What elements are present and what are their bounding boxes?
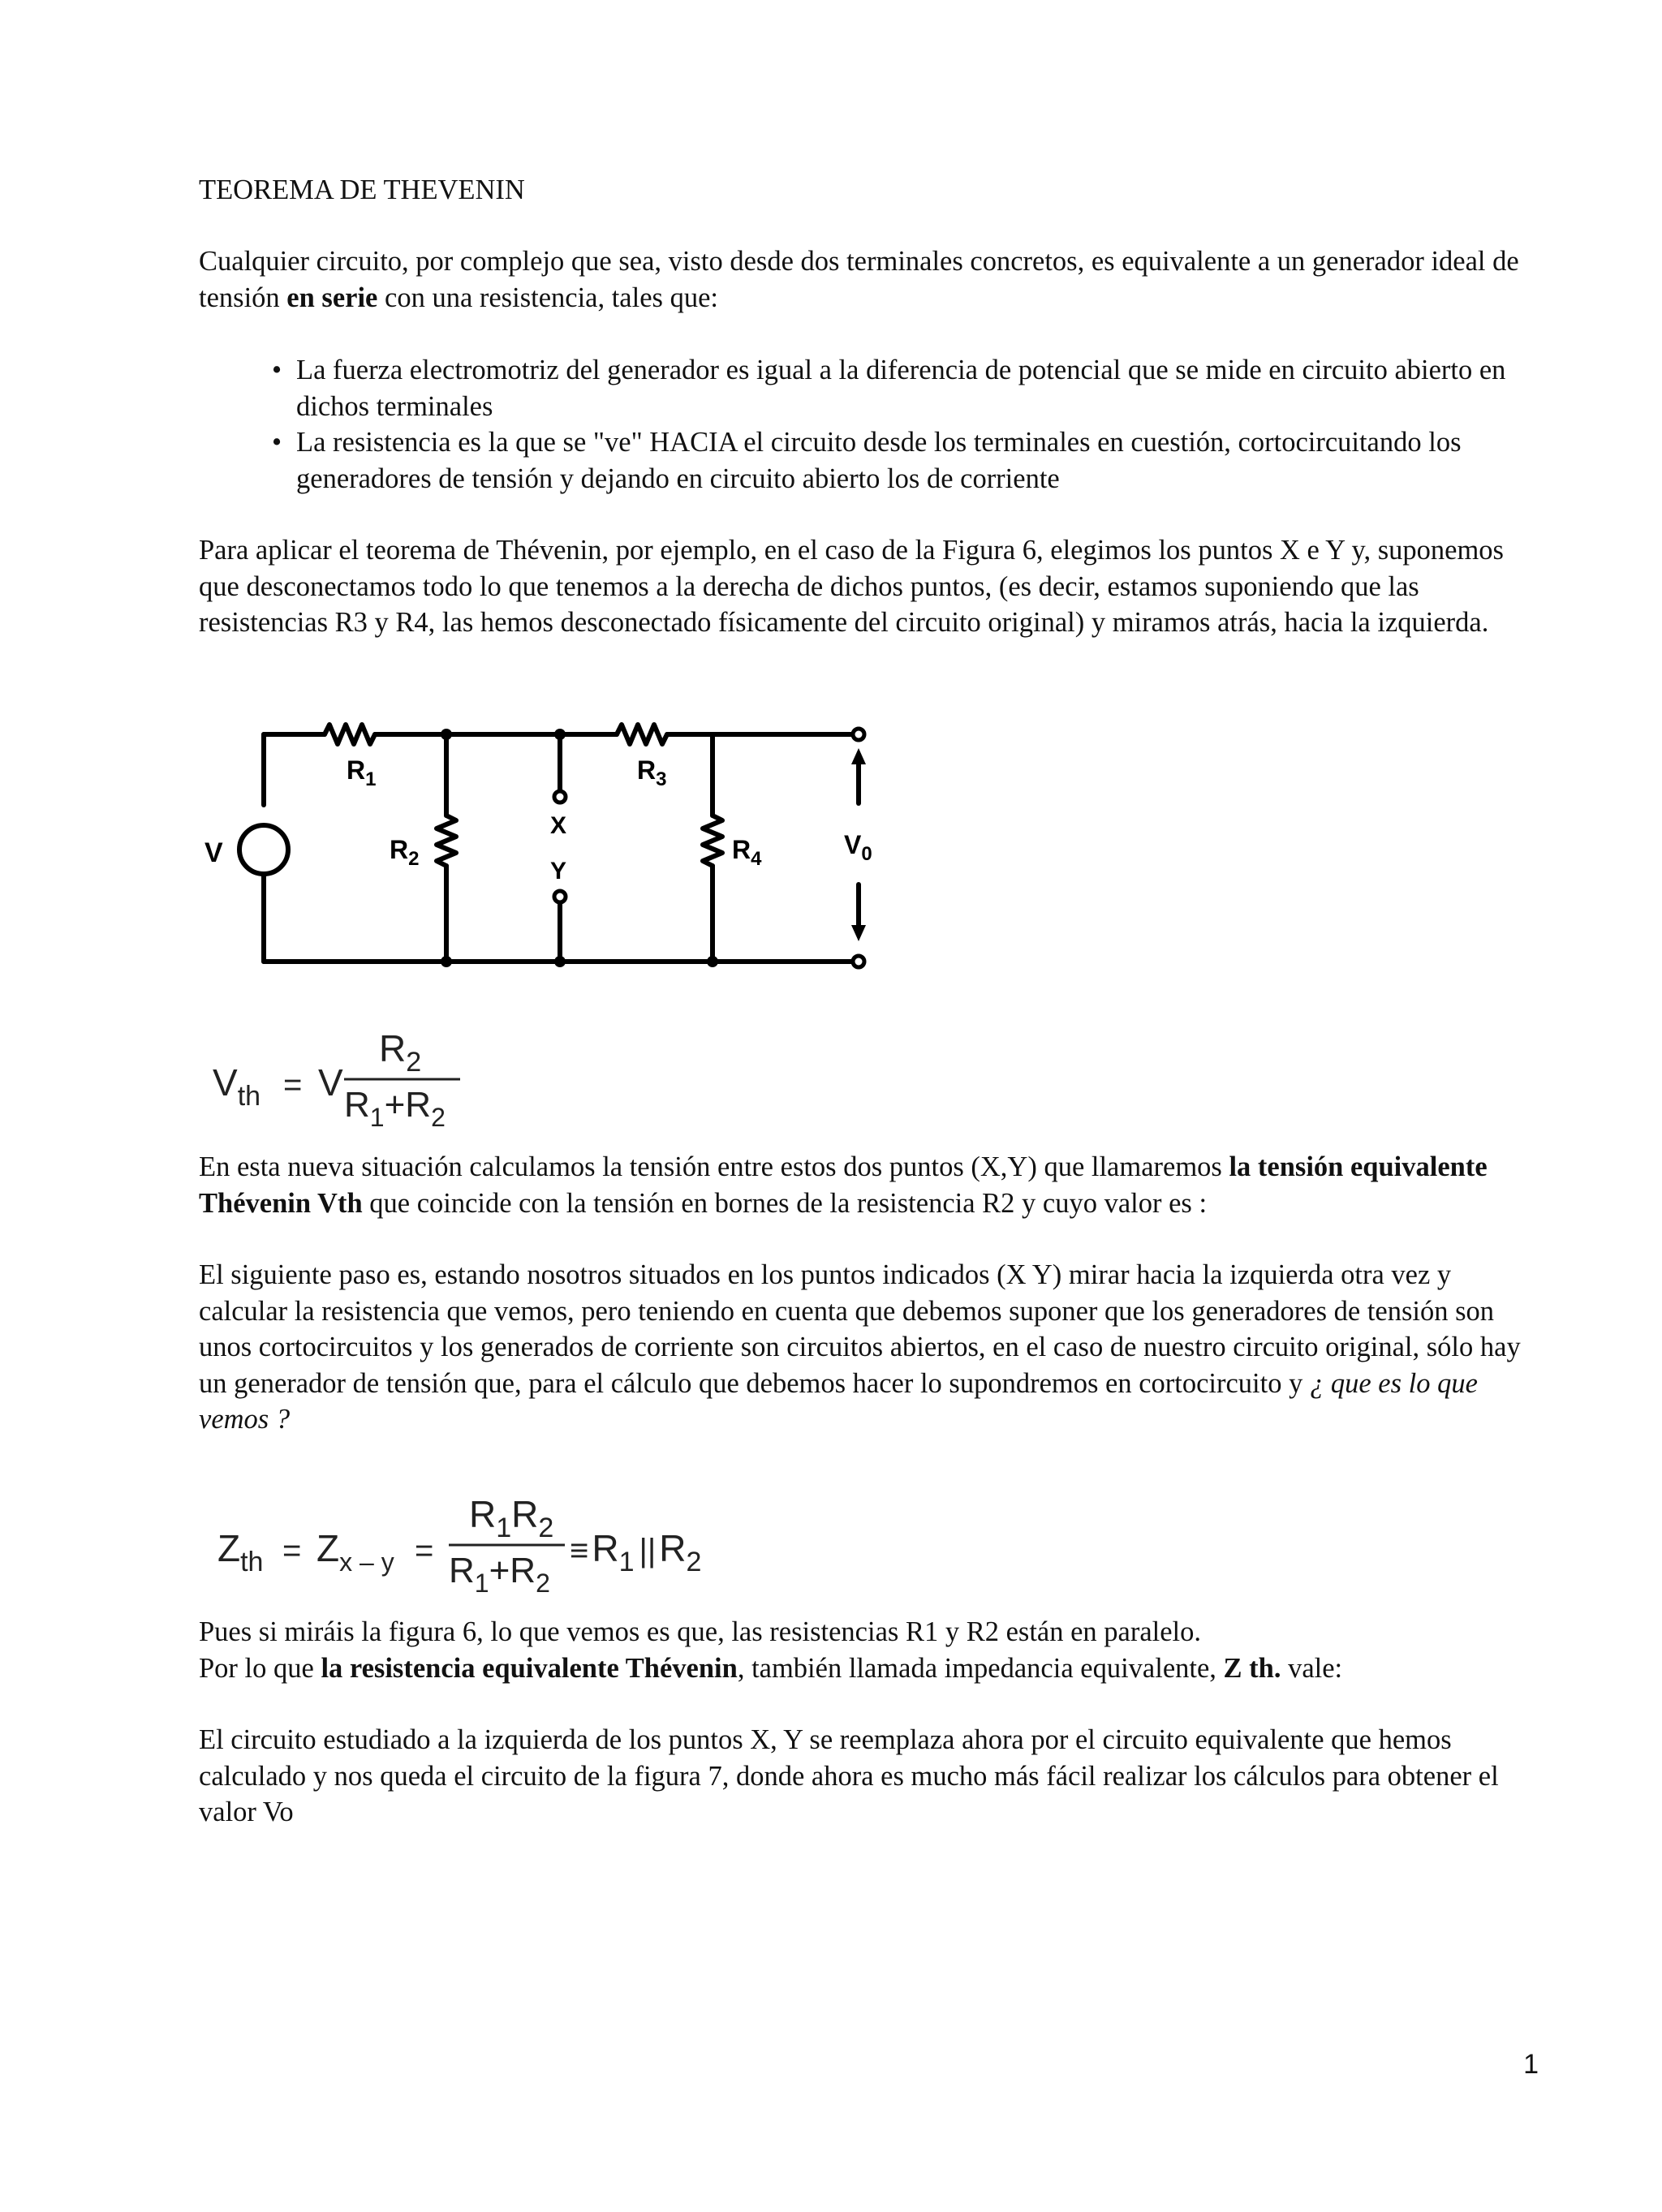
vth-lhs: $V_{th}$ — [213, 1061, 261, 1112]
vth-formula — [213, 1029, 480, 1134]
parallel-text-mid: , también llamada impedancia equivalente, — [737, 1652, 1224, 1684]
intro-bold: en serie — [286, 282, 378, 313]
terminal-y — [554, 891, 566, 902]
resistor-r3 — [617, 725, 667, 744]
vth-bold: la tensión equivalente Thévenin Vth — [199, 1151, 1488, 1219]
resistor-r2 — [437, 816, 456, 866]
junction-dot — [554, 956, 566, 967]
next-step-paragraph — [199, 1257, 1530, 1438]
list-item — [272, 424, 1513, 497]
zth-denominator: $R_1+R_2$ — [449, 1551, 550, 1598]
junction-dot — [707, 956, 718, 967]
terminal-x — [554, 791, 566, 803]
list-item — [272, 352, 1513, 424]
final-paragraph: El circuito estudiado a la izquierda de los puntos X, Y se reemplaza ahora por el circuito equivalente que hemos calculado y nos queda el circuito de la figura 7, donde ahora es mucho más fácil realizar los cálculos para obtener el valor Vo — [199, 1724, 1499, 1827]
terminal-vo-top — [853, 729, 864, 740]
y-label: Y — [550, 858, 567, 884]
parallel-bold-2: Z th. — [1223, 1652, 1281, 1684]
intro-text-end: con una resistencia, tales que: — [377, 282, 718, 313]
next-step-question: ¿ que es lo que vemos ? — [199, 1367, 1478, 1435]
zth-numerator: $R_1R_2$ — [469, 1495, 554, 1543]
intro-text: Cualquier circuito, por complejo que sea, visto desde dos terminales concretos, es equivalente a un generador ideal de tensión — [199, 246, 1519, 313]
apply-paragraph: Para aplicar el teorema de Thévenin, por ejemplo, en el caso de la Figura 6, elegimos los puntos X e Y y, suponemos que desconectamos todo lo que tenemos a la derecha de dichos puntos, (es decir, estamos suponiendo que las resistencias R3 y R4, las hemos desconectado físicamente del circuito original) y miramos atrás, hacia la izquierda. — [199, 535, 1504, 638]
parallel-bold-1: la resistencia equivalente Thévenin — [321, 1652, 738, 1684]
bullet-text: La fuerza electromotriz del generador es igual a la diferencia de potencial que se mide en circuito abierto en dichos terminales — [296, 355, 1506, 422]
zth-formula — [217, 1495, 737, 1600]
zth-rhs: $\equiv R_1$ $||R_2$ — [570, 1527, 702, 1577]
intro-paragraph — [199, 243, 1530, 316]
resistor-r1 — [325, 725, 375, 744]
r1-label: $R_1$ — [347, 755, 377, 790]
zth-equals-2: = — [415, 1533, 434, 1569]
r3-label: $R_3$ — [637, 755, 667, 790]
voltage-source — [239, 825, 288, 874]
r4-label: $R_4$ — [732, 835, 762, 870]
vth-text-end: que coincide con la tensión en bornes de la resistencia R2 y cuyo valor es : — [362, 1187, 1208, 1219]
zth-mid: $Z_{x - y}$ — [316, 1527, 394, 1577]
next-step-text: El siguiente paso es, estando nosotros situados en los puntos indicados (X Y) mirar hacia la izquierda otra vez y calcular la resistencia que vemos, pero teniendo en cuenta que debemos suponer que los generadores de tensión son unos cortocircuitos y los generados de corriente son circuitos abiertos, en el caso de nuestro circuito original, sólo hay un generador de tensión que, para el cálculo que debemos hacer lo supondremos en cortocircuito y — [199, 1259, 1521, 1399]
source-label: V — [205, 837, 223, 868]
parallel-line-2 — [199, 1650, 1530, 1687]
vth-text: En esta nueva situación calculamos la tensión entre estos dos puntos (X,Y) que llamaremos — [199, 1151, 1229, 1182]
bullet-list — [272, 352, 1513, 497]
r2-label: $R_2$ — [390, 835, 420, 870]
bullet-text: La resistencia es la que se "ve" HACIA el circuito desde los terminales en cuestión, cortocircuitando los generadores de tensión y dejando en circuito abierto los de corriente — [296, 427, 1462, 494]
zth-lhs: $Z_{th}$ — [217, 1527, 264, 1577]
vth-v: V — [318, 1061, 343, 1104]
circuit-diagram — [195, 714, 925, 990]
vth-numerator: $R_2$ — [379, 1029, 422, 1078]
vth-denominator: $R_1+R_2$ — [344, 1085, 446, 1132]
bullet-icon: • — [272, 427, 282, 458]
junction-dot — [441, 956, 452, 967]
page-title: TEOREMA DE THEVENIN — [199, 174, 525, 205]
vth-paragraph — [199, 1149, 1530, 1221]
junction-dot — [441, 729, 452, 740]
arrow-down-icon — [851, 925, 866, 941]
vth-equals: = — [283, 1067, 303, 1103]
parallel-line-1: Pues si miráis la figura 6, lo que vemos es que, las resistencias R1 y R2 están en paralelo. — [199, 1616, 1202, 1647]
junction-dot — [554, 729, 566, 740]
parallel-text-end: vale: — [1281, 1652, 1343, 1684]
zth-equals-1: = — [282, 1533, 302, 1569]
terminal-vo-bottom — [853, 956, 864, 967]
page-number: 1 — [1523, 2049, 1539, 2080]
vo-label: $V_0$ — [844, 830, 872, 865]
x-label: X — [550, 812, 567, 839]
arrow-up-icon — [851, 748, 866, 764]
parallel-text: Por lo que — [199, 1652, 321, 1684]
resistor-r4 — [703, 816, 722, 866]
parallel-paragraph — [199, 1614, 1530, 1686]
bullet-icon: • — [272, 355, 282, 385]
